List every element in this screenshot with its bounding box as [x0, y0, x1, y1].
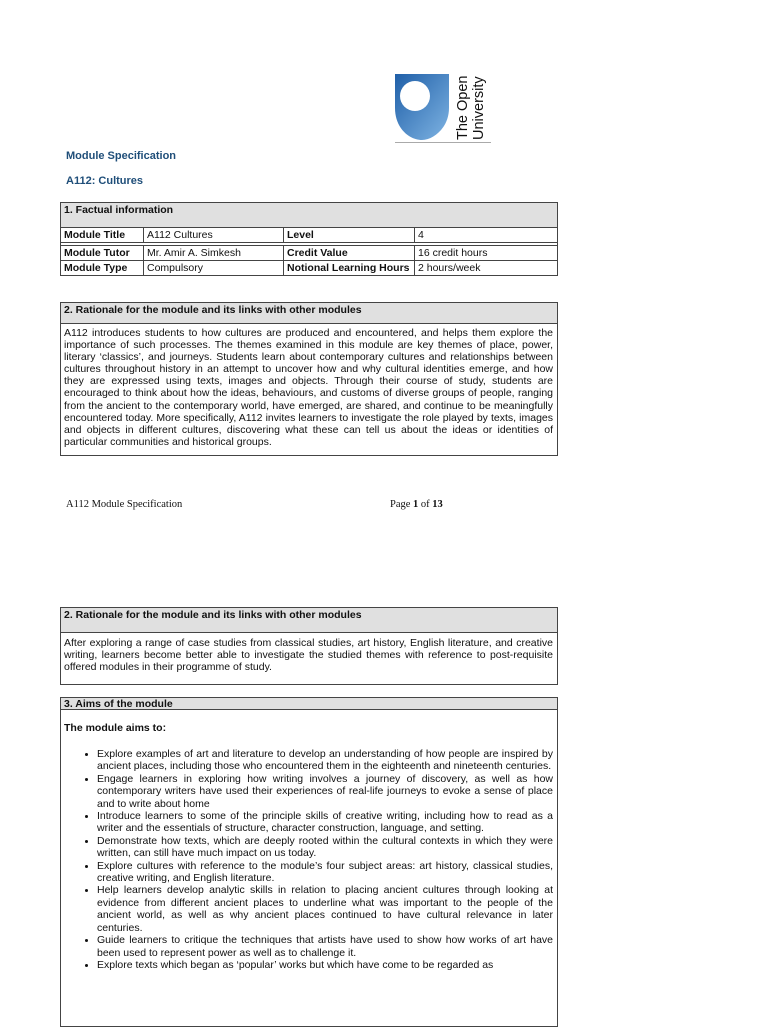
- list-item: • Explore texts which began as ‘popular’ works but which have come to be regarded as: [97, 959, 553, 971]
- factual-info-table: [60, 202, 558, 276]
- label-cell: Notional Learning Hours: [284, 261, 415, 276]
- label-cell: Module Tutor: [61, 246, 144, 261]
- label-cell: Module Type: [61, 261, 144, 276]
- shield-logo-icon: [393, 72, 453, 144]
- rationale-body: A112 introduces students to how cultures are produced and encountered, and helps them explore the importance of such processes. The themes examined in this module are key themes of place, power, literary ‘classics’, and journeys. Students learn about contemporary cultures and relationships between cultures throughout history in an attempt to uncover how and why cultural identities emerge, and how they are expressed using texts, images and objects. Through their course of study, students are encouraged to think about how the ideas, behaviours, and customs of diverse groups of people, ranging from the ancient to the contemporary world, have emerged, are shared, and continue to be meaningfully encountered today. More specifically, A112 invites learners to investigate the role played by texts, images and objects in different cultures, discovering what these can tell us about the ideas or identities of particular communities and historical groups.: [64, 327, 553, 448]
- aims-header: 3. Aims of the module: [61, 698, 557, 710]
- value-cell: 4: [415, 228, 558, 243]
- logo-line-1: The Open: [455, 75, 471, 140]
- value-cell: Compulsory: [144, 261, 284, 276]
- rationale-header: 2. Rationale for the module and its links with other modules: [61, 303, 557, 324]
- logo-line-2: University: [471, 76, 487, 140]
- list-item: • Introduce learners to some of the principle skills of creative writing, including how to read as a writer and the essentials of structure, character construction, language, and setting.: [97, 810, 553, 835]
- doc-heading: Module Specification: [66, 150, 177, 162]
- footer-page-word: Page: [390, 499, 414, 510]
- value-cell: 16 credit hours: [415, 246, 558, 261]
- label-cell: Module Title: [61, 228, 144, 243]
- factual-info-section: [60, 202, 558, 276]
- list-item: • Explore examples of art and literature to develop an understanding of how people are inspired by ancient places, including those who encountered them in the eighteenth and nineteenth centuries.: [97, 748, 553, 773]
- rationale-body: After exploring a range of case studies from classical studies, art history, English literature, and creative writing, learners become better able to investigate the studied themes with reference to post-requisite offered modules in their programme of study.: [64, 637, 553, 674]
- footer-of-word: of: [418, 499, 433, 510]
- list-item: • Engage learners in exploring how writing involves a journey of discovery, as well as how contemporary writers have used their experiences of real-life journeys to evoke a sense of place and to write about home: [97, 773, 553, 810]
- aims-list: [64, 748, 553, 971]
- logo-wordmark: [448, 72, 498, 142]
- factual-info-header: 1. Factual information: [61, 203, 558, 228]
- value-cell: Mr. Amir A. Simkesh: [144, 246, 284, 261]
- module-code-heading: A112: Cultures: [66, 175, 144, 187]
- table-row: [61, 246, 558, 261]
- footer-current-page: 1: [413, 499, 419, 510]
- table-row: [61, 261, 558, 276]
- rationale-header: 2. Rationale for the module and its links with other modules: [61, 608, 557, 633]
- footer-doc-name: A112 Module Specification: [66, 499, 183, 510]
- aims-section: [60, 697, 558, 1027]
- list-item: • Help learners develop analytic skills in relation to placing ancient cultures through looking at evidence from different ancient places to underline what was important to the people of the ancient world, as well as why ancient places continued to have cultural relevance in later centuries.: [97, 884, 553, 934]
- footer-page-number: [390, 499, 443, 510]
- list-item: • Guide learners to critique the techniques that artists have used to show how works of art have been used to represent power as well as to challenge it.: [97, 934, 553, 959]
- rationale-section-page2: [60, 607, 558, 685]
- table-row: [61, 228, 558, 243]
- rationale-section-page1: [60, 302, 558, 456]
- label-cell: Credit Value: [284, 246, 415, 261]
- aims-intro: The module aims to:: [64, 722, 167, 734]
- footer-total-pages: 13: [432, 499, 443, 510]
- value-cell: 2 hours/week: [415, 261, 558, 276]
- list-item: • Demonstrate how texts, which are deeply rooted within the cultural contexts in which they were written, can still have much impact on us today.: [97, 835, 553, 860]
- list-item: • Explore cultures with reference to the module’s four subject areas: art history, classical studies, creative writing, and English literature.: [97, 860, 553, 885]
- label-cell: Level: [284, 228, 415, 243]
- value-cell: A112 Cultures: [144, 228, 284, 243]
